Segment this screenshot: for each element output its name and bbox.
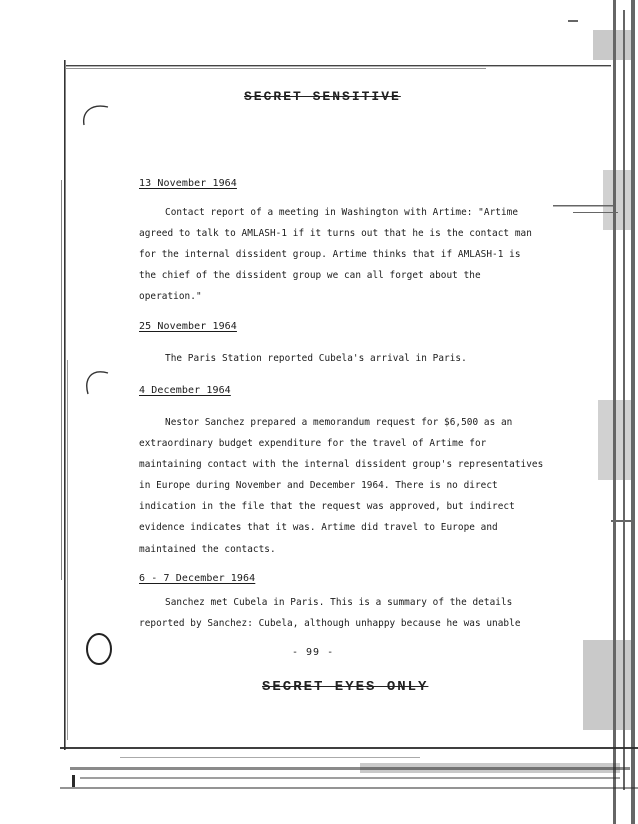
- entry-date-heading: 6 - 7 December 1964: [139, 573, 256, 584]
- entry-date-heading: 13 November 1964: [139, 178, 237, 189]
- paragraph-line: operation.": [139, 291, 202, 303]
- paragraph-line: Contact report of a meeting in Washington with Artime: "Artime: [165, 207, 519, 218]
- paragraph-line: the chief of the dissident group we can all forget about the: [139, 270, 481, 282]
- entry-paragraph: [139, 348, 511, 369]
- classification-stamp: SECRET SENSITIVE: [244, 89, 401, 104]
- paragraph-line: Nestor Sanchez prepared a memorandum request for $6,500 as an: [165, 417, 513, 428]
- paragraph-line: Sanchez met Cubela in Paris. This is a summary of the details: [165, 597, 513, 608]
- paragraph-line: reported by Sanchez: Cubela, although unhappy because he was unable: [139, 618, 521, 630]
- paragraph-line: The Paris Station reported Cubela's arrival in Paris.: [165, 353, 467, 364]
- page-number: - 99 -: [292, 647, 335, 658]
- entry-paragraph: [139, 412, 544, 560]
- paragraph-line: evidence indicates that it was. Artime did travel to Europe and: [139, 522, 498, 534]
- classification-stamp: SECRET EYES ONLY: [262, 679, 429, 695]
- entry-paragraph: [139, 202, 532, 307]
- paragraph-line: in Europe during November and December 1964. There is no direct: [139, 480, 498, 492]
- paragraph-line: maintained the contacts.: [139, 543, 276, 555]
- punch-hole-mark: [80, 103, 110, 143]
- entry-date-heading: 25 November 1964: [139, 321, 237, 332]
- paragraph-line: indication in the file that the request was approved, but indirect: [139, 501, 515, 513]
- entry-date-heading: 4 December 1964: [139, 385, 231, 396]
- scan-noise-left-edge: [58, 60, 72, 750]
- paragraph-line: extraordinary budget expenditure for the travel of Artime for: [139, 438, 487, 450]
- punch-hole-mark: [82, 628, 116, 670]
- entry-paragraph: [139, 592, 521, 634]
- punch-hole-mark: [80, 368, 112, 408]
- paragraph-line: for the internal dissident group. Artime thinks that if AMLASH-1 is: [139, 249, 521, 261]
- scan-rule-top: [66, 62, 611, 72]
- paragraph-line: agreed to talk to AMLASH-1 if it turns out that he is the contact man: [139, 228, 532, 240]
- scan-noise-bottom: [60, 745, 638, 824]
- paragraph-line: maintaining contact with the internal dissident group's representatives: [139, 459, 544, 471]
